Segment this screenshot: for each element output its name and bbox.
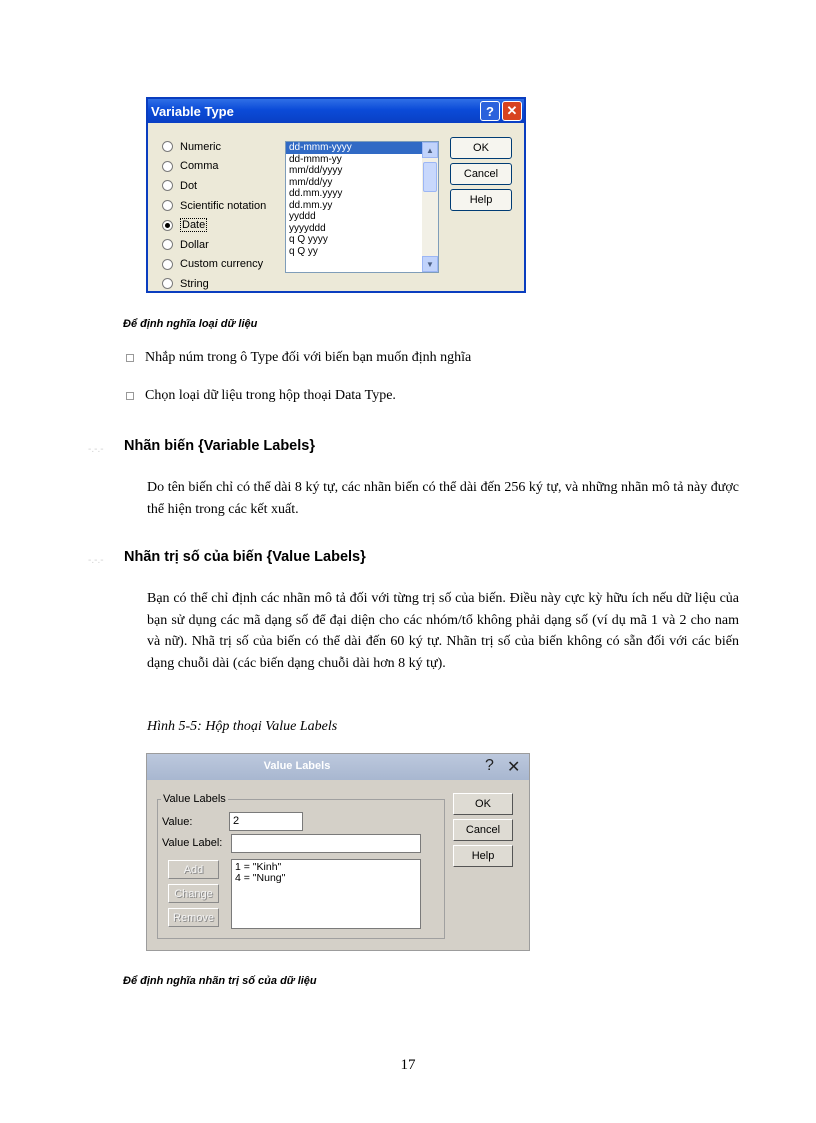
heading-number: -.-.-	[88, 555, 104, 566]
type-radio-group	[162, 137, 266, 294]
heading-number: -.-.-	[88, 444, 104, 455]
section-heading: Nhãn biến {Variable Labels}	[124, 438, 315, 454]
radio-comma[interactable]	[162, 157, 266, 177]
list-item[interactable]: q Q yyyy	[289, 234, 328, 245]
page-number: 17	[400, 1057, 416, 1073]
change-button[interactable]: Change	[168, 884, 219, 903]
variable-type-dialog	[146, 97, 526, 293]
radio-date[interactable]	[162, 215, 266, 235]
help-button[interactable]: Help	[450, 189, 512, 211]
radio-label: Comma	[180, 160, 219, 173]
radio-label: Dot	[180, 179, 198, 192]
radio-label: Numeric	[180, 140, 221, 153]
figure-caption: Để định nghĩa loại dữ liệu	[123, 318, 258, 330]
list-item[interactable]: dd-mmm-yyyy	[286, 142, 422, 154]
list-item[interactable]: yyyyddd	[289, 222, 326, 234]
value-labels-list[interactable]	[231, 859, 421, 929]
scroll-down-icon[interactable]: ▼	[422, 256, 438, 272]
close-icon[interactable]: ✕	[502, 101, 522, 121]
value-field-label: Value:	[162, 816, 193, 828]
bullet-item	[126, 350, 471, 366]
list-item[interactable]: yyddd	[289, 211, 316, 222]
figure-caption: Để định nghĩa nhãn trị số của dữ liệu	[123, 975, 317, 987]
dialog-title: Variable Type	[151, 103, 234, 119]
dialog-titlebar	[147, 754, 529, 780]
section-heading: Nhãn trị số của biến {Value Labels}	[124, 549, 366, 565]
list-item[interactable]: 1 = "Kinh"	[235, 861, 282, 873]
radio-button-icon[interactable]	[162, 180, 173, 191]
help-button[interactable]: Help	[453, 845, 513, 867]
dialog-titlebar	[148, 99, 524, 123]
radio-label: Custom currency	[180, 258, 264, 271]
radio-dot[interactable]	[162, 176, 266, 196]
list-item[interactable]: q Q yy	[289, 245, 318, 257]
radio-label: Date	[182, 219, 206, 232]
radio-button-icon[interactable]	[162, 200, 173, 211]
radio-button-icon[interactable]	[162, 141, 173, 152]
paragraph: Bạn có thể chỉ định các nhãn mô tả đối với từng trị số của biến. Điều này cực kỳ hữu ích nếu dữ liệu của bạn sử dụng các mã dạng số để đại diện cho các nhóm/tổ không phải dạng số (ví dụ mã 1 và 2 cho nam và nữ). Nhã trị số của biến có thể dài đến 60 ký tự. Nhãn trị số của biến không có sẵn đối với các biến dạng chuỗi dài (các biến dạng chuỗi dài hơn 8 ký tự).	[147, 591, 739, 671]
list-item[interactable]: dd-mmm-yy	[289, 153, 342, 165]
date-format-list[interactable]	[285, 141, 439, 273]
radio-button-icon[interactable]	[162, 161, 173, 172]
value-label-input[interactable]	[231, 834, 421, 853]
bullet-icon	[126, 354, 134, 362]
vertical-scrollbar[interactable]	[422, 142, 438, 272]
radio-label: String	[180, 277, 209, 290]
scroll-up-icon[interactable]: ▲	[422, 142, 438, 158]
help-icon[interactable]: ?	[480, 101, 500, 121]
list-item[interactable]: dd.mm.yy	[289, 199, 333, 211]
radio-button-icon[interactable]	[162, 239, 173, 250]
radio-scientific-notation[interactable]	[162, 196, 266, 216]
radio-custom-currency[interactable]	[162, 255, 266, 275]
ok-button[interactable]: OK	[453, 793, 513, 815]
cancel-button[interactable]: Cancel	[450, 163, 512, 185]
value-labels-dialog	[146, 753, 530, 951]
help-icon[interactable]: ?	[485, 757, 494, 774]
list-item[interactable]: 4 = "Nung"	[235, 872, 286, 884]
radio-string[interactable]	[162, 274, 266, 294]
list-item[interactable]: mm/dd/yy	[289, 176, 333, 188]
radio-button-icon[interactable]	[162, 259, 173, 270]
dialog-title: Value Labels	[263, 760, 331, 772]
value-label-field-label: Value Label:	[162, 837, 223, 849]
radio-label: Scientific notation	[180, 199, 267, 212]
radio-button-selected-icon[interactable]	[162, 220, 173, 231]
list-item[interactable]: dd.mm.yyyy	[289, 188, 343, 199]
remove-button[interactable]: Remove	[168, 908, 219, 927]
radio-dollar[interactable]	[162, 235, 266, 255]
cancel-button[interactable]: Cancel	[453, 819, 513, 841]
radio-label: Dollar	[180, 238, 209, 251]
add-button[interactable]: Add	[168, 860, 219, 879]
scroll-thumb[interactable]	[423, 162, 437, 192]
ok-button[interactable]: OK	[450, 137, 512, 159]
bullet-text: Nhắp núm trong ô Type đối với biến bạn muốn định nghĩa	[145, 350, 472, 365]
paragraph: Do tên biến chỉ có thể dài 8 ký tự, các nhãn biến có thể dài đến 256 ký tự, và những nhãn mô tả này được thể hiện trong các kết xuất.	[147, 480, 739, 517]
group-label: Value Labels	[163, 793, 226, 805]
bullet-item	[126, 388, 396, 404]
list-item[interactable]: mm/dd/yyyy	[289, 165, 343, 176]
figure-title: Hình 5-5: Hộp thoại Value Labels	[147, 719, 338, 734]
close-icon[interactable]: ✕	[507, 759, 521, 776]
value-input[interactable]: 2	[229, 812, 303, 831]
bullet-text: Chọn loại dữ liệu trong hộp thoại Data Type.	[145, 388, 396, 403]
radio-numeric[interactable]	[162, 137, 266, 157]
bullet-icon	[126, 392, 134, 400]
radio-button-icon[interactable]	[162, 278, 173, 289]
